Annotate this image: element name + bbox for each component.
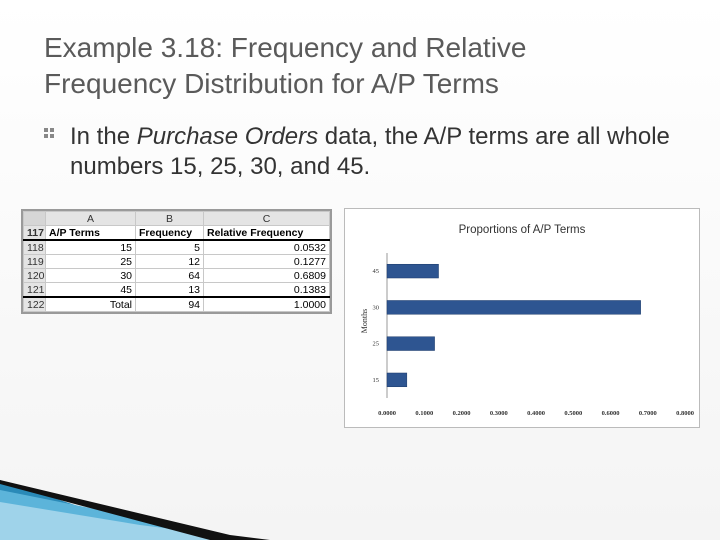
chart-bar [387,337,435,351]
row-number[interactable]: 118 [24,240,46,255]
chart-bar [387,300,641,314]
slide-title [44,30,684,102]
chart-title: Proportions of A/P Terms [458,224,586,236]
table-header-row [24,226,330,241]
column-header-row [24,212,330,226]
bar-chart [344,208,700,428]
cell-frequency[interactable]: 64 [136,269,204,283]
header-cell-relative-frequency[interactable]: Relative Frequency [204,226,330,241]
bullet-text [70,122,694,182]
column-header-c[interactable]: C [204,212,330,226]
bullet-item [44,122,694,182]
header-cell-ap-terms[interactable]: A/P Terms [46,226,136,241]
cell-ap-terms[interactable]: 45 [46,283,136,298]
row-number[interactable]: 122 [24,297,46,312]
table-row [24,283,330,298]
slide-title-line1: Example 3.18: Frequency and Relative [44,32,527,63]
table-row [24,269,330,283]
chart-x-tick-label: 0.8000 [676,410,694,417]
row-number[interactable]: 119 [24,255,46,269]
cell-relative-frequency[interactable]: 0.1383 [204,283,330,298]
chart-category-label: 30 [372,304,379,312]
chart-x-tick-label: 0.0000 [378,410,396,417]
chart-category-label: 45 [372,268,379,276]
chart-x-tick-label: 0.7000 [638,410,657,417]
cell-relative-frequency[interactable]: 0.1277 [204,255,330,269]
cell-total-frequency[interactable]: 94 [136,297,204,312]
corner-cell[interactable] [24,212,46,226]
cell-frequency[interactable]: 5 [136,240,204,255]
slide-title-line2: Frequency Distribution for A/P Terms [44,68,499,99]
row-number[interactable]: 120 [24,269,46,283]
table-row [24,240,330,255]
column-header-a[interactable]: A [46,212,136,226]
chart-category-label: 25 [372,340,379,348]
chart-x-tick-label: 0.1000 [415,410,434,417]
chart-x-tick-label: 0.4000 [527,410,545,417]
row-number[interactable]: 117 [24,226,46,241]
chart-y-axis-label: Months [360,308,369,334]
total-row [24,297,330,312]
cell-ap-terms[interactable]: 25 [46,255,136,269]
decorative-swoosh [0,450,720,540]
column-header-b[interactable]: B [136,212,204,226]
cell-relative-frequency[interactable]: 0.6809 [204,269,330,283]
cell-total-label[interactable]: Total [46,297,136,312]
bullet-text-post: data, the A/P terms are all whole numbers 15, 25, 30, and 45. [70,123,670,180]
chart-x-tick-label: 0.6000 [601,410,620,417]
cell-total-relative-frequency[interactable]: 1.0000 [204,297,330,312]
table-row [24,255,330,269]
chart-bar [387,264,439,278]
chart-x-tick-label: 0.5000 [564,410,583,417]
chart-x-tick-label: 0.3000 [489,410,508,417]
cell-frequency[interactable]: 13 [136,283,204,298]
chart-bar [387,373,407,387]
spreadsheet-table [21,209,332,314]
header-cell-frequency[interactable]: Frequency [136,226,204,241]
chart-x-tick-label: 0.2000 [452,410,471,417]
cell-ap-terms[interactable]: 15 [46,240,136,255]
cell-frequency[interactable]: 12 [136,255,204,269]
row-number[interactable]: 121 [24,283,46,298]
bullet-text-italic: Purchase Orders [136,123,319,150]
chart-category-label: 15 [372,376,379,384]
chart-svg [345,209,699,427]
cell-relative-frequency[interactable]: 0.0532 [204,240,330,255]
cell-ap-terms[interactable]: 30 [46,269,136,283]
bullet-text-pre: In the [70,123,137,150]
bullet-icon [44,128,54,138]
